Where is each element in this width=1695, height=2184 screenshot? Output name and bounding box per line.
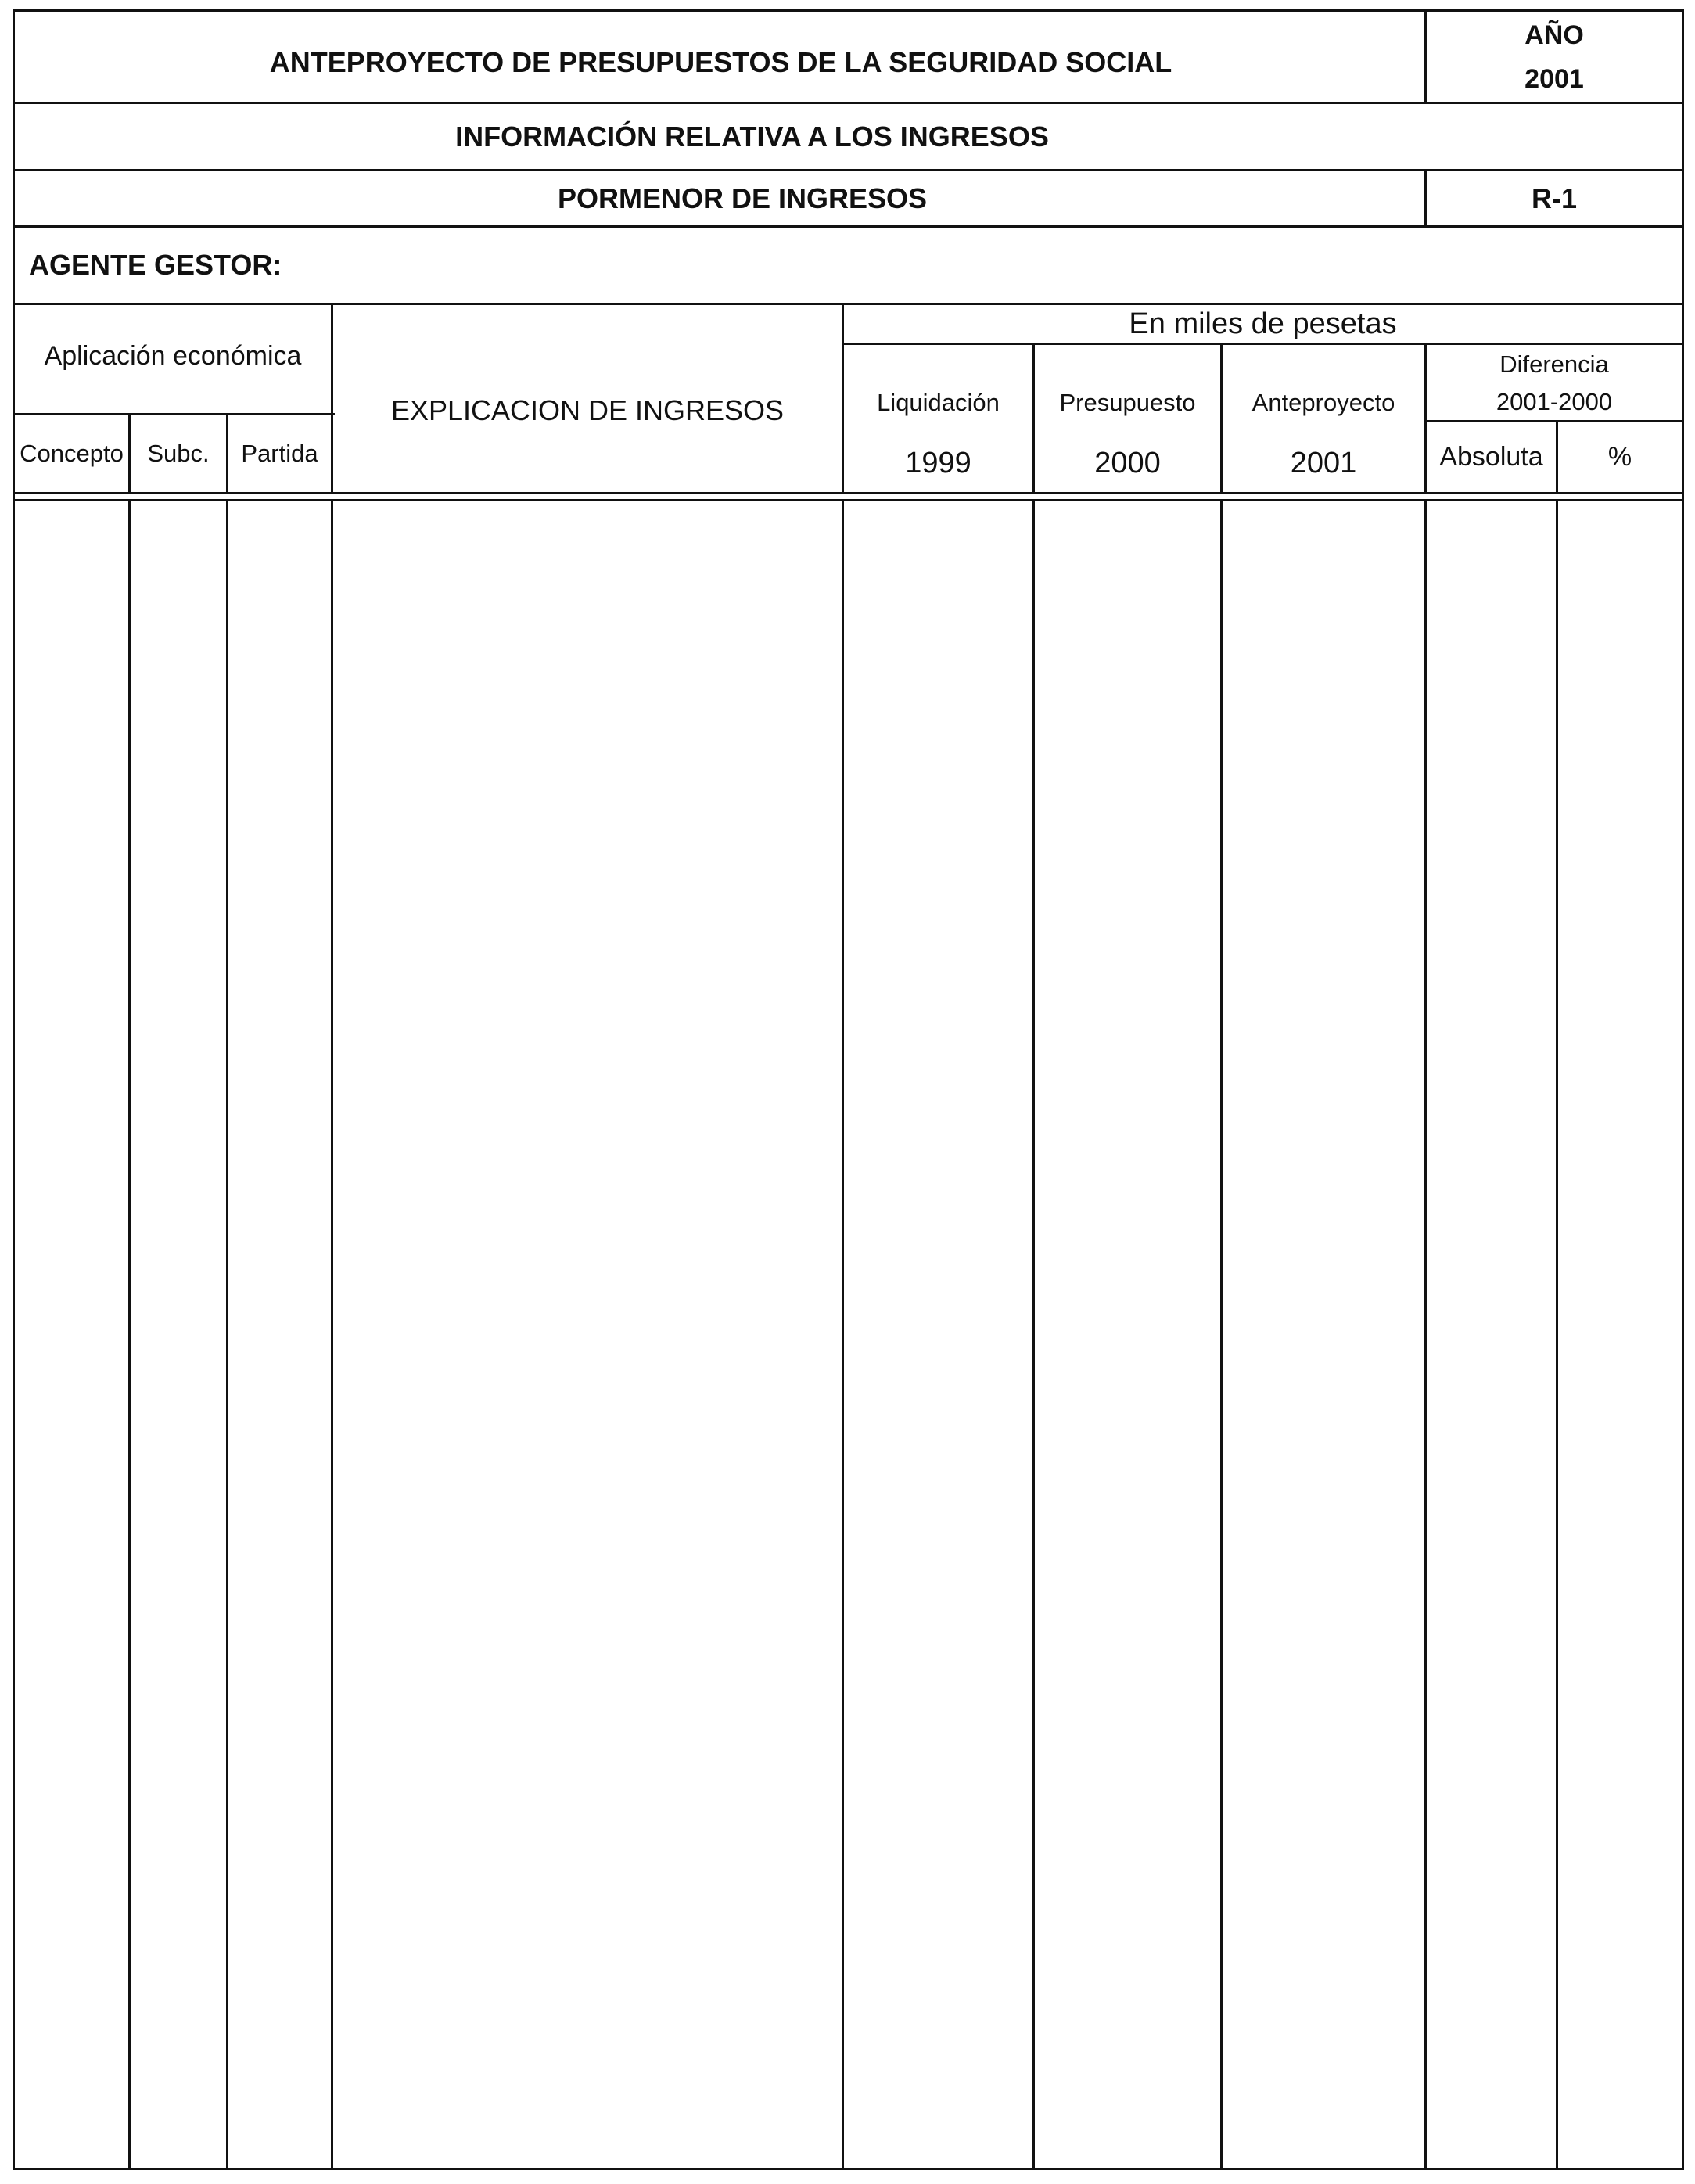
aplicacion-header: Aplicación económica — [44, 340, 302, 371]
form-code: R-1 — [1531, 181, 1577, 214]
explicacion-header: EXPLICACION DE INGRESOS — [390, 394, 785, 426]
section-title: PORMENOR DE INGRESOS — [557, 181, 928, 214]
partida-header: Partida — [241, 440, 318, 467]
subc-header: Subc. — [147, 440, 210, 467]
presupuesto-year: 2000 — [1094, 446, 1161, 480]
presupuesto-header: Presupuesto — [1059, 389, 1196, 416]
concepto-header: Concepto — [20, 440, 124, 467]
anteproyecto-header: Anteproyecto — [1251, 389, 1395, 416]
form-title: ANTEPROYECTO DE PRESUPUESTOS DE LA SEGURIDAD SOCIAL — [269, 45, 1172, 78]
diferencia-header: Diferencia — [1499, 350, 1609, 378]
title-row — [15, 12, 1682, 104]
year-box — [1427, 12, 1682, 102]
liquidacion-header: Liquidación — [877, 389, 1000, 416]
diferencia-range: 2001-2000 — [1496, 388, 1613, 415]
liquidacion-year: 1999 — [905, 446, 971, 480]
agent-row — [15, 228, 1682, 305]
absoluta-header: Absoluta — [1439, 442, 1543, 472]
subtitle-row — [15, 104, 1682, 171]
units-header: En miles de pesetas — [1129, 307, 1397, 340]
anteproyecto-year: 2001 — [1290, 446, 1357, 480]
section-row — [15, 171, 1682, 228]
table-body — [15, 501, 1682, 2168]
percent-header: % — [1607, 442, 1632, 472]
form-frame — [13, 9, 1684, 2170]
form-subtitle: INFORMACIÓN RELATIVA A LOS INGRESOS — [455, 120, 1049, 153]
year-value: 2001 — [1524, 63, 1584, 94]
agent-label: AGENTE GESTOR: — [29, 249, 282, 281]
year-label: AÑO — [1524, 20, 1584, 50]
